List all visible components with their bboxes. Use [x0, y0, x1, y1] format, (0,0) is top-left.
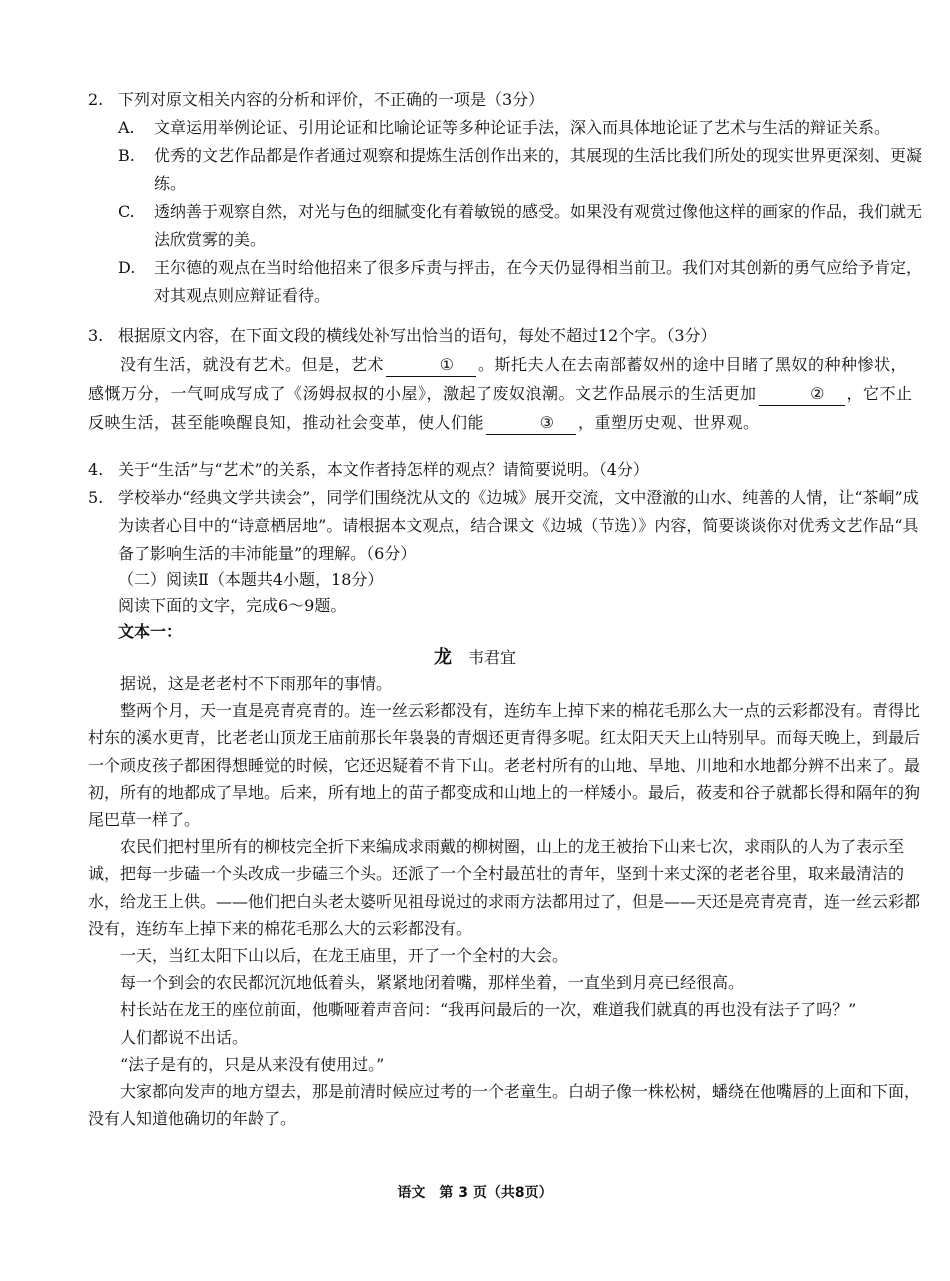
- section-instruction: 阅读下面的文字，完成6～9题。: [118, 596, 347, 615]
- story-body: [88, 670, 928, 1132]
- option-letter: D.: [118, 258, 136, 277]
- blank-3[interactable]: ③: [486, 412, 576, 435]
- story-author: 韦君宜: [467, 648, 516, 667]
- option-letter: C.: [118, 202, 135, 221]
- option-d: [118, 254, 922, 310]
- passage-text: 。斯托夫人在去南部蓄奴州的途中目睹了黑奴的种种惨状，感慨万分，一气呵成写成了《汤姆叔叔的小屋》，激起了废奴浪潮。文艺作品展示的生活更加: [88, 355, 908, 403]
- text-label: 文本一：: [118, 622, 183, 641]
- story-heading: [0, 644, 950, 672]
- question-stem: 根据原文内容，在下面文段的横线处补写出恰当的语句，每处不超过12个字。（3分）: [118, 326, 717, 345]
- option-text: 优秀的文艺作品都是作者通过观察和提炼生活创作出来的，其展现的生活比我们所处的现实世界更深刻、更凝练。: [154, 146, 923, 193]
- page-footer: 语文 第 3 页（共8页）: [397, 1185, 553, 1201]
- question-text: 学校举办“经典文学共读会”，同学们围绕沈从文的《边城》展开交流，文中澄澈的山水、纯善的人情，让“茶峒”成为读者心目中的“诗意栖居地”。请根据本文观点，结合课文《边城（节选）》内容，简要谈谈你对优秀文艺作品“具备了影响生活的丰沛能量”的理解。（6分）: [118, 488, 919, 563]
- paragraph: “法子是有的，只是从来没有使用过。”: [120, 1054, 385, 1074]
- question-stem: 下列对原文相关内容的分析和评价，不正确的一项是（3分）: [118, 90, 545, 109]
- section-heading: （二）阅读Ⅱ（本题共4小题，18分）: [118, 570, 384, 589]
- question-number: 4.: [88, 460, 104, 479]
- question-number: 2.: [88, 90, 104, 109]
- option-text: 王尔德的观点在当时给他招来了很多斥责与抨击，在今天仍显得相当前卫。我们对其创新的勇气应给予肯定，对其观点则应辩证看待。: [154, 258, 923, 305]
- paragraph: 人们都说不出话。: [120, 1027, 249, 1047]
- paragraph: 一天，当红太阳下山以后，在龙王庙里，开了一个全村的大会。: [120, 946, 569, 966]
- paragraph: 村长站在龙王的座位前面，他嘶哑着声音问：“我再问最后的一次，难道我们就真的再也没有法子了吗？”: [120, 1000, 857, 1020]
- passage-text: ，重塑历史观、世界观。: [578, 413, 760, 432]
- blank-2[interactable]: ②: [759, 383, 845, 406]
- fill-blank-passage: [88, 350, 922, 437]
- option-letter: A.: [118, 118, 135, 137]
- paragraph: 农民们把村里所有的柳枝完全折下来编成求雨戴的柳树圈，山上的龙王被抬下山来七次，求雨队的人为了表示至诚，把每一步磕一个头改成一步磕三个头。还派了一个全村最茁壮的青年，坚到十来丈深的老老谷里，取来最清洁的水，给龙王上供。——他们把白头老太婆听见祖母说过的求雨方法都用过了，但是——天还是亮青亮青，连一丝云彩都没有，连纺车上掉下来的棉花毛那么大的云彩都没有。: [88, 837, 921, 938]
- option-text: 文章运用举例论证、引用论证和比喻论证等多种论证手法，深入而具体地论证了艺术与生活的辩证关系。: [154, 118, 891, 137]
- paragraph: 整两个月，天一直是亮青亮青的。连一丝云彩都没有，连纺车上掉下来的棉花毛那么大一点的云彩都没有。青得比村东的溪水更青，比老老山顶龙王庙前那长年袅袅的青烟还更青得多呢。红太阳天天上山特别早。而每天晚上，到最后一个顽皮孩子都困得想睡觉的时候，它还迟疑着不肯下山。老老村所有的山地、旱地、川地和水地都分辨不出来了。最初，所有的地都成了旱地。后来，所有地上的苗子都变成和山地上的一样矮小。最后，莜麦和谷子就都长得和隔年的狗尾巴草一样了。: [88, 701, 921, 830]
- option-text: 透纳善于观察自然，对光与色的细腻变化有着敏锐的感受。如果没有观赏过像他这样的画家的作品，我们就无法欣赏雾的美。: [154, 202, 923, 249]
- question-5: [88, 484, 922, 568]
- paragraph: 每一个到会的农民都沉沉地低着头，紧紧地闭着嘴，那样坐着，一直坐到月亮已经很高。: [120, 973, 745, 993]
- blank-1[interactable]: ①: [386, 354, 476, 377]
- passage-text: 没有生活，就没有艺术。但是，艺术: [120, 355, 385, 374]
- option-c: [118, 198, 922, 254]
- passage-text: ，它不止反映生活，甚至能唤醒良知，推动社会变革，使人们能: [88, 384, 913, 432]
- option-b: [118, 142, 922, 198]
- paragraph: 据说，这是老老村不下雨那年的事情。: [120, 674, 393, 693]
- question-number: 5.: [88, 488, 104, 507]
- question-3: [88, 322, 922, 437]
- question-4: [88, 456, 922, 484]
- story-title: 龙: [433, 647, 452, 668]
- question-2: [88, 86, 922, 310]
- option-a: [118, 114, 922, 142]
- question-text: 关于“生活”与“艺术”的关系，本文作者持怎样的观点？请简要说明。（4分）: [118, 460, 649, 479]
- option-letter: B.: [118, 146, 135, 165]
- paragraph: 大家都向发声的地方望去，那是前清时候应过考的一个老童生。白胡子像一株松树，蟠绕在他嘴唇的上面和下面，没有人知道他确切的年龄了。: [88, 1082, 921, 1129]
- question-number: 3.: [88, 326, 104, 345]
